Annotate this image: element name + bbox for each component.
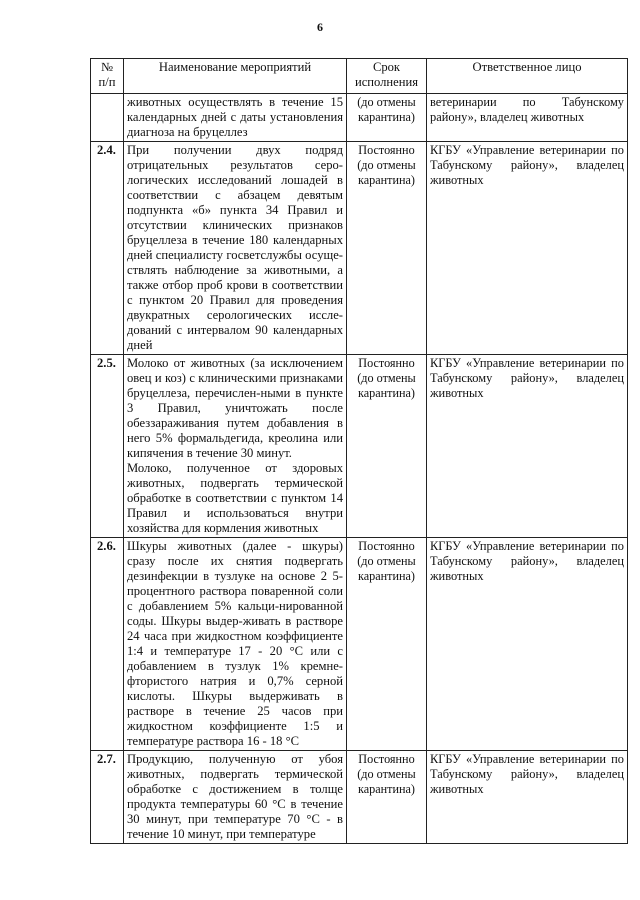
table-header-row	[91, 59, 628, 94]
responsible-party	[427, 94, 628, 142]
header-responsible: Ответственное лицо	[427, 59, 628, 94]
responsible-text: КГБУ «Управление ветеринарии по Табунскому району», владелец животных	[430, 539, 624, 583]
measures-table	[90, 58, 628, 844]
table-row	[91, 751, 628, 844]
measure-description	[124, 355, 347, 538]
measure-description	[124, 538, 347, 751]
table-row	[91, 355, 628, 538]
deadline: Постоянно (до отмены карантина)	[347, 142, 427, 355]
page-number: 6	[317, 20, 323, 34]
responsible-text: КГБУ «Управление ветеринарии по Табунскому району», владелец животных	[430, 752, 624, 796]
measure-paragraph: животных осуществлять в течение 15 календарных дней с даты установления диагноза на бруцеллез	[127, 95, 343, 139]
responsible-text: КГБУ «Управление ветеринарии по Табунскому району», владелец животных	[430, 356, 624, 400]
row-number: 2.7.	[91, 751, 124, 844]
measure-paragraph: Молоко, полученное от здоровых животных, подвергать термической обработке в соответствии с пунктом 14 Правил и использоваться внутри хозяйства для кормления животных	[127, 461, 343, 535]
deadline: (до отмены карантина)	[347, 94, 427, 142]
measure-paragraph: Молоко от животных (за исключением овец и коз) с клиническими признаками бруцеллеза, перечислен-ными в пункте 3 Правил, уничтожать после обеззараживания путем добавления в него 5% формальдегида, креолина или кипячения в течение 30 минут.	[127, 356, 343, 460]
deadline: Постоянно (до отмены карантина)	[347, 751, 427, 844]
responsible-text: ветеринарии по Табунскому району», владелец животных	[430, 95, 624, 124]
responsible-text: КГБУ «Управление ветеринарии по Табунскому району», владелец животных	[430, 143, 624, 187]
row-number	[91, 94, 124, 142]
deadline: Постоянно (до отмены карантина)	[347, 538, 427, 751]
header-number: № п/п	[91, 59, 124, 94]
measure-paragraph: Шкуры животных (далее - шкуры) сразу после их снятия подвергать дезинфекции в тузлуке на основе 2 5-процентного раствора поваренной соли с добавлением 5% кальци-нированной соды. Шкуры выдер-живать в растворе 24 часа при жидкостном коэффициенте 1:4 и температуре 17 - 20 °С или с добавлением в тузлук 1% кремне-фтористого натрия и 0,7% серной кислоты. Шкуры выдерживать в растворе в течение 25 часов при жидкостном коэффициенте 1:5 и температуре раствора 16 - 18 °С	[127, 539, 343, 748]
deadline: Постоянно (до отмены карантина)	[347, 355, 427, 538]
measure-paragraph: При получении двух подряд отрицательных результатов серо-логических исследований лошадей в соответствии с абзацем девятым подпункта «б» пункта 34 Правил и отсутствии клинических признаков бруцеллеза в течение 180 календарных дней специалисту госветслужбы осуще-ствлять наблюдение за животными, а также отбор проб крови в соответствии с пунктом 20 Правил для проведения двукратных серологических иссле-дований с интервалом 90 календарных дней	[127, 143, 343, 352]
row-number: 2.6.	[91, 538, 124, 751]
row-number: 2.5.	[91, 355, 124, 538]
table-row	[91, 538, 628, 751]
row-number: 2.4.	[91, 142, 124, 355]
measure-description	[124, 94, 347, 142]
table-row	[91, 94, 628, 142]
responsible-party	[427, 538, 628, 751]
header-deadline: Срок исполнения	[347, 59, 427, 94]
measure-paragraph: Продукцию, полученную от убоя животных, подвергать термической обработке с достижением в толще продукта температуры 60 °С в течение 30 минут, при температуре 70 °С - в течение 10 минут, при температуре	[127, 752, 343, 841]
responsible-party	[427, 355, 628, 538]
measure-description	[124, 142, 347, 355]
responsible-party	[427, 142, 628, 355]
header-measure-name: Наименование мероприятий	[124, 59, 347, 94]
responsible-party	[427, 751, 628, 844]
measure-description	[124, 751, 347, 844]
table-row	[91, 142, 628, 355]
